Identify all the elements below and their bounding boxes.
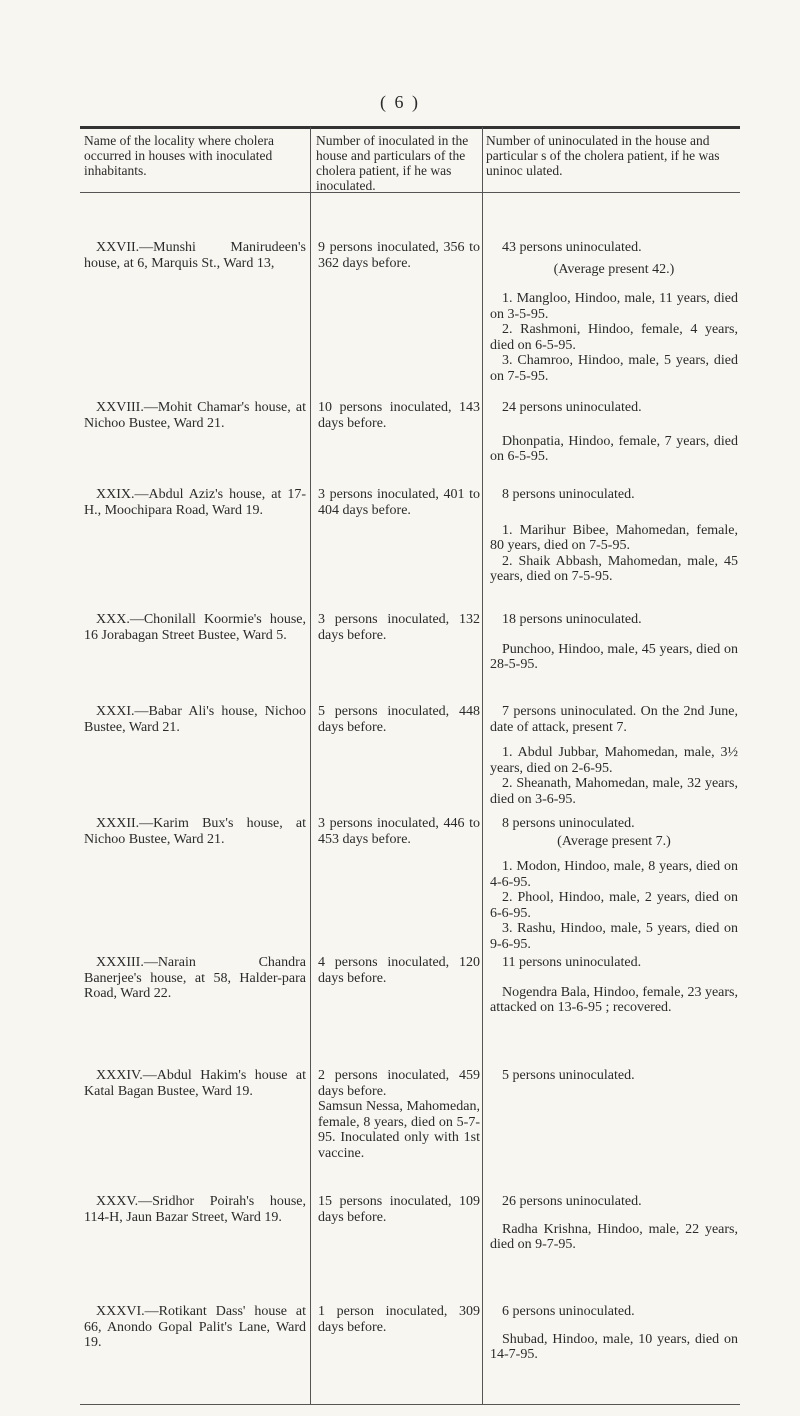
table-row-locality: XXIX.—Abdul Aziz's house, at 17-H., Moochipara Road, Ward 19. <box>84 487 306 518</box>
table-row-uninoculated: 43 persons uninoculated. (Average present 42.) 1. Mangloo, Hindoo, male, 11 years, died on 3-5-95. 2. Rashmoni, Hindoo, female, 4 years, died on 6-5-95. 3. Chamroo, Hindoo, male, 5 years, died on 7-5-95. <box>490 240 738 384</box>
table-row-uninoculated: 18 persons uninoculated. Punchoo, Hindoo, male, 45 years, died on 28-5-95. <box>490 612 738 672</box>
table-row-inoculated: 5 persons inoculated, 448 days before. <box>318 704 480 735</box>
table-row-uninoculated: 24 persons uninoculated. Dhonpatia, Hindoo, female, 7 years, died on 6-5-95. <box>490 400 738 464</box>
table-row-locality: XXXI.—Babar Ali's house, Nichoo Bustee, Ward 21. <box>84 704 306 735</box>
table-row-uninoculated: 26 persons uninoculated. Radha Krishna, Hindoo, male, 22 years, died on 9-7-95. <box>490 1194 738 1252</box>
table-row-uninoculated: 8 persons uninoculated. (Average present 7.) 1. Modon, Hindoo, male, 8 years, died on 4-6-95. 2. Phool, Hindoo, male, 2 years, died on 6-6-95. 3. Rashu, Hindoo, male, 5 years, died on 9-6-95. <box>490 816 738 952</box>
table-row-inoculated: 10 persons inoculated, 143 days before. <box>318 400 480 431</box>
table-row-uninoculated: 6 persons uninoculated. Shubad, Hindoo, male, 10 years, died on 14-7-95. <box>490 1304 738 1362</box>
table-row-inoculated: 9 persons inoculated, 356 to 362 days before. <box>318 240 480 271</box>
table-row-inoculated: 3 persons inoculated, 401 to 404 days before. <box>318 487 480 518</box>
table-row-uninoculated: 11 persons uninoculated. Nogendra Bala, Hindoo, female, 23 years, attacked on 13-6-95 ; recovered. <box>490 955 738 1015</box>
column-header-inoculated: Number of inoculated in the house and particulars of the cholera patient, if he was inoculated. <box>316 133 469 193</box>
table-row-uninoculated: 8 persons uninoculated. 1. Marihur Bibee, Mahomedan, female, 80 years, died on 7-5-95. 2. Shaik Abbash, Mahomedan, male, 45 years, died on 7-5-95. <box>490 487 738 584</box>
table-row-inoculated: 3 persons inoculated, 132 days before. <box>318 612 480 643</box>
column-divider <box>482 127 483 1404</box>
page-number: ( 6 ) <box>380 92 420 112</box>
column-header-locality: Name of the locality where cholera occurred in houses with inoculated inhabitants. <box>84 133 275 178</box>
table-row-locality: XXX.—Chonilall Koormie's house, 16 Jorabagan Street Bustee, Ward 5. <box>84 612 306 643</box>
table-row-locality: XXXIV.—Abdul Hakim's house at Katal Bagan Bustee, Ward 19. <box>84 1068 306 1099</box>
table-bottom-rule <box>80 1404 740 1405</box>
table-row-uninoculated: 7 persons uninoculated. On the 2nd June, date of attack, present 7. 1. Abdul Jubbar, Mahomedan, male, 3½ years, died on 2-6-95. 2. Sheanath, Mahomedan, male, 32 years, died on 3-6-95. <box>490 704 738 807</box>
column-divider <box>310 127 311 1404</box>
table-row-locality: XXXIII.—Narain Chandra Banerjee's house, at 58, Halder-para Road, Ward 22. <box>84 955 306 1001</box>
table-row-locality: XXVII.—Munshi Manirudeen's house, at 6, Marquis St., Ward 13, <box>84 240 306 271</box>
table-row-inoculated: 1 person inoculated, 309 days before. <box>318 1304 480 1335</box>
table-row-locality: XXXV.—Sridhor Poirah's house, 114-H, Jaun Bazar Street, Ward 19. <box>84 1194 306 1225</box>
table-top-rule <box>80 126 740 129</box>
table-row-uninoculated: 5 persons uninoculated. <box>502 1068 635 1083</box>
table-row-locality: XXXVI.—Rotikant Dass' house at 66, Anondo Gopal Palit's Lane, Ward 19. <box>84 1304 306 1350</box>
table-row-inoculated: 15 persons inoculated, 109 days before. <box>318 1194 480 1225</box>
table-row-locality: XXVIII.—Mohit Chamar's house, at Nichoo Bustee, Ward 21. <box>84 400 306 431</box>
table-row-inoculated: 2 persons inoculated, 459 days before. Samsun Nessa, Mahomedan, female, 8 years, died on 5-7-95. Inoculated only with 1st vaccine. <box>318 1068 480 1161</box>
table-row-inoculated: 4 persons inoculated, 120 days before. <box>318 955 480 986</box>
table-row-inoculated: 3 persons inoculated, 446 to 453 days before. <box>318 816 480 847</box>
column-header-uninoculated: Number of uninoculated in the house and particular s of the cholera patient, if he was uninoc ulated. <box>486 133 720 178</box>
table-row-locality: XXXII.—Karim Bux's house, at Nichoo Bustee, Ward 21. <box>84 816 306 847</box>
